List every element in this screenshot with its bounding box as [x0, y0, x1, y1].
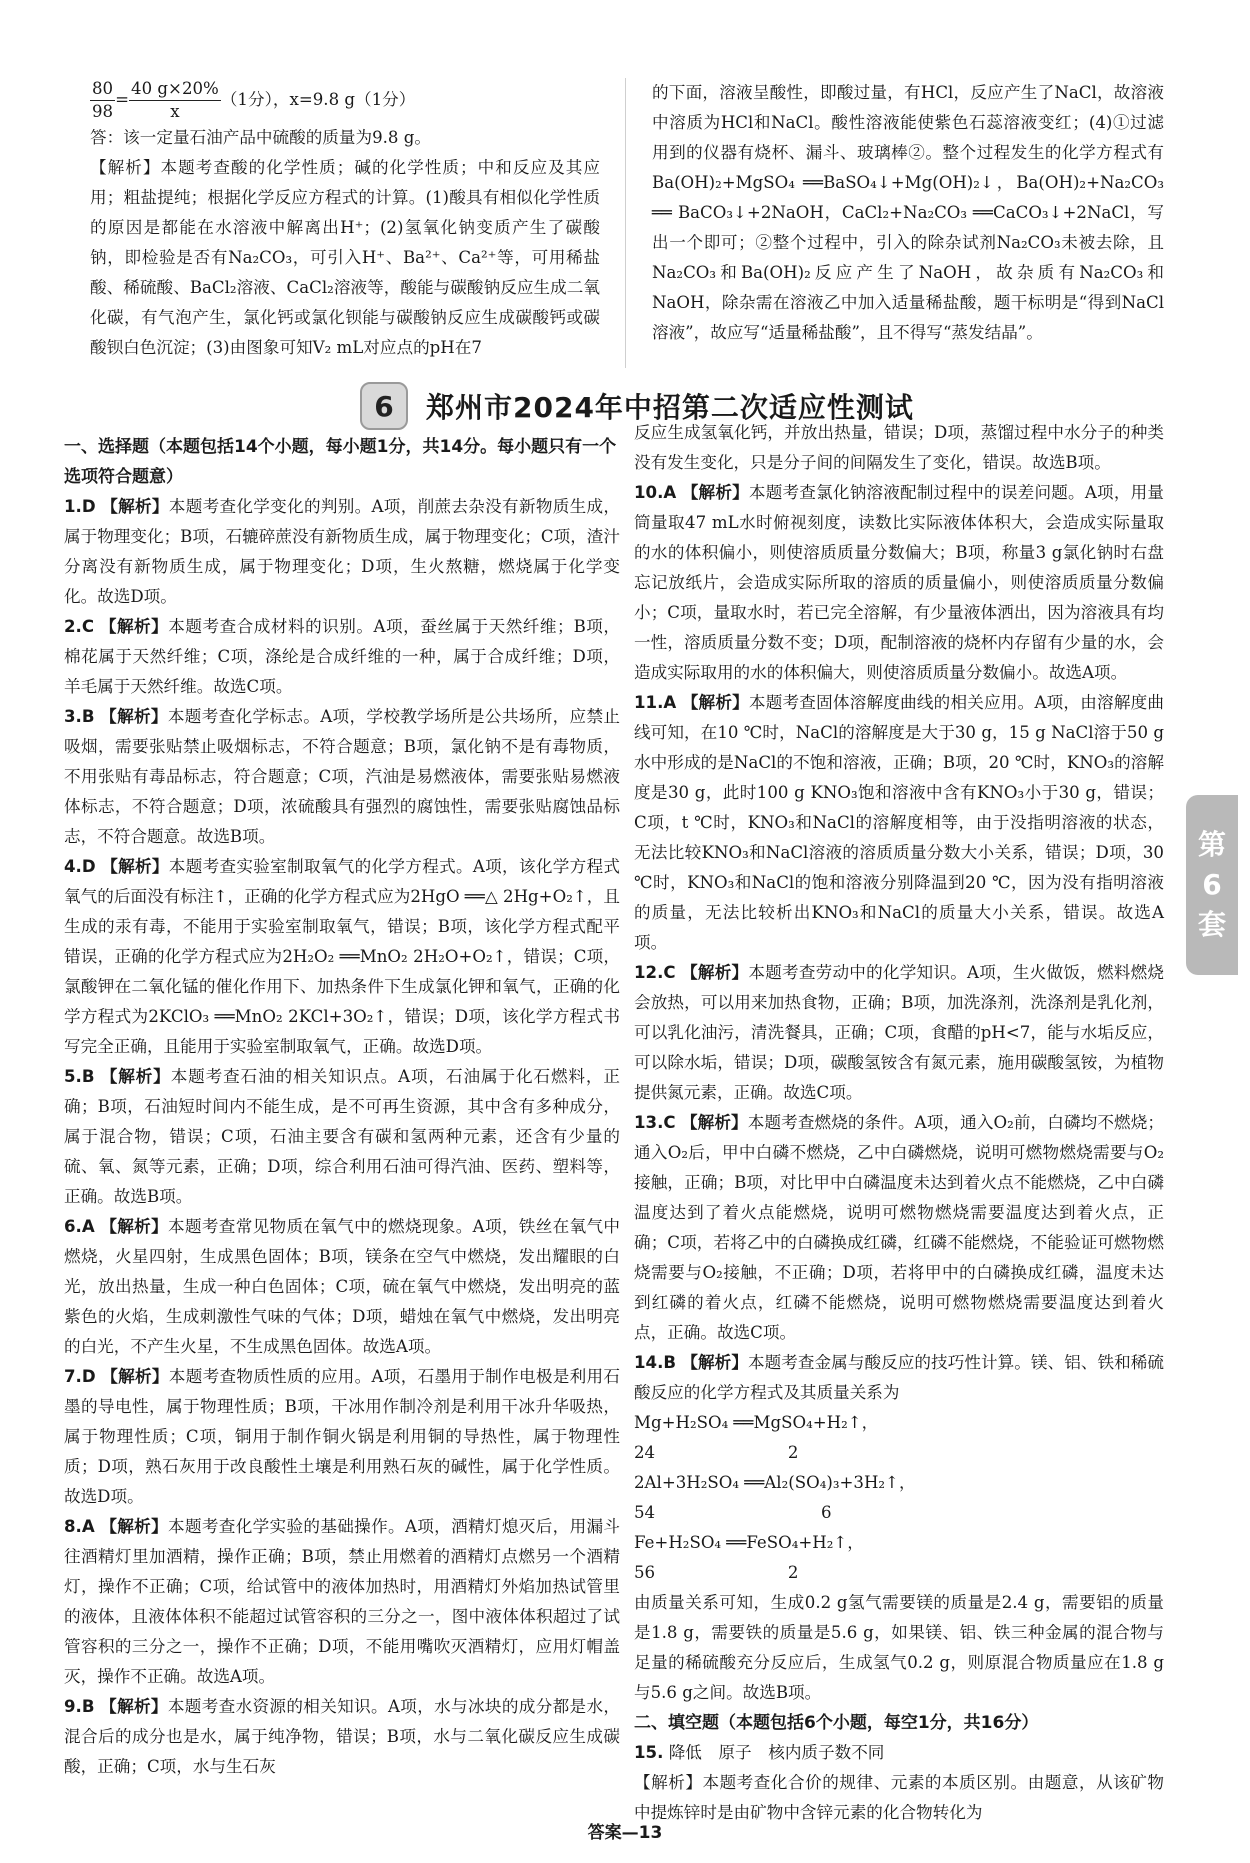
equation-line: 54 6: [634, 1503, 832, 1522]
analysis-text: 本题考查常见物质在氧气中的燃烧现象。A项，铁丝在氧气中燃烧，火星四射，生成黑色固体；B项，镁条在空气中燃烧，发出耀眼的白光，放出热量，生成一种白色固体；C项，硫在氧气中燃烧，发出明亮的蓝紫色的火焰，生成刺激性气味的气体；D项，蜡烛在氧气中燃烧，发出明亮的白光，不产生火星，不生成黑色固体。故选A项。: [64, 1217, 621, 1356]
analysis-tag: 【解析】: [681, 693, 749, 712]
question-number: 12.: [634, 963, 664, 982]
question-item: [64, 702, 620, 852]
answer-letter: A: [81, 1217, 95, 1236]
equation-line: 24 2: [634, 1443, 799, 1462]
question-number: 5.: [64, 1067, 82, 1086]
analysis-text: 本题考查实验室制取氧气的化学方程式。A项，该化学方程式氧气的后面没有标注↑，正确的化学方程式应为2HgO ══△ 2Hg+O₂↑，且生成的汞有毒，不能用于实验室制取氧气，错误；B项，该化学方程式配平错误，正确的化学方程式应为2H₂O₂ ══MnO₂ 2H₂O+O₂↑，错误；C项，氯酸钾在二氧化锰的催化作用下、加热条件下生成氯化钾和氧气，正确的化学方程式为2KClO₃ ══MnO₂ 2KCl+3O₂↑，错误；D项，该化学方程式书写完全正确，且能用于实验室制取氧气，正确。故选D项。: [64, 857, 621, 1056]
analysis-text: 本题考查燃烧的条件。A项，通入O₂前，白磷均不燃烧；通入O₂后，甲中白磷不燃烧，乙中白磷燃烧，说明可燃物燃烧需要与O₂接触，正确；B项，对比甲中白磷温度未达到着火点不能燃烧，乙中白磷温度达到了着火点能燃烧，说明可燃物燃烧需要温度达到着火点，正确；C项，若将乙中的白磷换成红磷，红磷不能燃烧，不能验证可燃物燃烧需要与O₂接触，不正确；D项，若将甲中的白磷换成红磷，温度未达到红磷的着火点，红磷不能燃烧，说明可燃物燃烧需要温度达到着火点，正确。故选C项。: [634, 1113, 1164, 1342]
left-column: [64, 432, 620, 1782]
equation-line: Fe+H₂SO₄ ══FeSO₄+H₂↑，: [634, 1533, 864, 1552]
answer-letter: A: [81, 1517, 95, 1536]
question-item: [634, 478, 1164, 688]
analysis-text: 本题考查劳动中的化学知识。A项，生火做饭，燃料燃烧会放热，可以用来加热食物，正确；B项，加洗涤剂，洗涤剂是乳化剂，可以乳化油污，清洗餐具，正确；C项，食醋的pH<7，能与水垢反应，可以除水垢，错误；D项，碳酸氢铵含有氮元素，施用碳酸氢铵，为植物提供氮元素，正确。故选C项。: [634, 963, 1164, 1102]
question-continuation: 由质量关系可知，生成0.2 g氢气需要镁的质量是2.4 g，需要铝的质量是1.8 g，需要铁的质量是5.6 g，如果镁、铝、铁三种金属的混合物与足量的稀硫酸充分反应后，生成氢气0.2 g，则原混合物质量应在1.8 g与5.6 g之间。故选B项。: [634, 1593, 1164, 1702]
analysis-text: 本题考查金属与酸反应的技巧性计算。镁、铝、铁和稀硫酸反应的化学方程式及其质量关系为: [634, 1353, 1165, 1402]
answer-letter: D: [81, 1367, 96, 1386]
equation-line: 56 2: [634, 1563, 799, 1582]
answer-letter: B: [81, 707, 95, 726]
question-continuation: 反应生成氢氧化钙，并放出热量，错误；D项，蒸馏过程中水分子的种类没有发生变化，只是分子间的间隔发生了变化，错误。故选B项。: [634, 423, 1164, 472]
test-title-text: 郑州市2024年中招第二次适应性测试: [426, 391, 914, 424]
analysis-tag: 【解析】: [99, 617, 169, 636]
analysis-paragraph: 【解析】本题考查化合价的规律、元素的本质区别。由题意，从该矿物中提炼锌时是由矿物中含锌元素的化合物转化为: [634, 1773, 1164, 1822]
question-number: 6.: [64, 1217, 82, 1236]
analysis-tag: 【解析】: [101, 1367, 169, 1386]
question-item: [64, 1362, 620, 1512]
answer-paragraph: 答：该一定量石油产品中硫酸的质量为9.8 g。: [90, 128, 431, 147]
question-item: 15. 降低 原子 核内质子数不同: [634, 1743, 885, 1762]
answer-letter: A: [663, 693, 677, 712]
column-divider: [625, 78, 626, 368]
analysis-paragraph: 的下面，溶液呈酸性，即酸过量，有HCl，反应产生了NaCl，故溶液中溶质为HCl和NaCl。酸性溶液能使紫色石蕊溶液变红；(4)①过滤用到的仪器有烧杯、漏斗、玻璃棒②。整个过程发生的化学方程式有Ba(OH)₂+MgSO₄ ══BaSO₄↓+Mg(OH)₂↓，Ba(OH)₂+Na₂CO₃ ══ BaCO₃↓+2NaOH，CaCl₂+Na₂CO₃ ══CaCO₃↓+2NaCl，写出一个即可；②整个过程中，引入的除杂试剂Na₂CO₃未被去除，且Na₂CO₃和Ba(OH)₂反应产生了NaOH，故杂质有Na₂CO₃和NaOH，除杂需在溶液乙中加入适量稀盐酸，题干标明是“得到NaCl溶液”，故应写“适量稀盐酸”，且不得写“蒸发结晶”。: [652, 83, 1164, 342]
question-item: [634, 958, 1164, 1108]
fraction: $\frac{80}{98}$: [92, 79, 114, 121]
question-list: [634, 478, 1164, 1408]
question-number: 4.: [64, 857, 82, 876]
answer-letter: D: [81, 857, 96, 876]
answer-letter: A: [663, 483, 677, 502]
analysis-tag: 【解析】: [100, 1217, 169, 1236]
equation-line: 2Al+3H₂SO₄ ══Al₂(SO₄)₃+3H₂↑，: [634, 1473, 916, 1492]
analysis-tag: 【解析】: [100, 707, 168, 726]
analysis-text: 本题考查氯化钠溶液配制过程中的误差问题。A项，用量筒量取47 mL水时俯视刻度，读数比实际液体体积大，会造成实际量取的水的体积偏小，则使溶质质量分数偏大；B项，称量3 g氯化钠时右盘忘记放纸片，会造成实际所取的溶质的质量偏小，则使溶质质量分数偏小；C项，量取水时，若已完全溶解，有少量液体洒出，因为溶液具有均一性，溶质质量分数不变；D项，配制溶液的烧杯内存留有少量的水，会造成实际取用的水的体积偏大，则使溶质质量分数偏小。故选A项。: [634, 483, 1165, 682]
top-left-column: [90, 78, 600, 363]
question-number: 14.: [634, 1353, 664, 1372]
question-number: 8.: [64, 1517, 82, 1536]
question-number: 1.: [64, 497, 82, 516]
equation-block: [634, 1408, 1164, 1588]
test-number-badge: 6: [360, 382, 408, 430]
analysis-text: 本题考查物质性质的应用。A项，石墨用于制作电极是利用石墨的导电性，属于物理性质；B项，干冰用作制冷剂是利用干冰升华吸热，属于物理性质；C项，铜用于制作铜火锅是利用铜的导热性，属于物理性质；D项，熟石灰用于改良酸性土壤是利用熟石灰的碱性，属于化学性质。故选D项。: [64, 1367, 621, 1506]
question-number: 13.: [634, 1113, 664, 1132]
question-item: [64, 1212, 620, 1362]
answer-letter: B: [663, 1353, 677, 1372]
analysis-tag: 【解析】: [101, 857, 169, 876]
analysis-tag: 【解析】: [681, 1353, 748, 1372]
answer-letter: C: [81, 617, 95, 636]
question-item: [64, 612, 620, 702]
fraction: $\frac{40 g\times 20\%}{x}$: [131, 79, 219, 121]
answer-letter: B: [81, 1067, 95, 1086]
question-item: [634, 1348, 1164, 1408]
question-number: 2.: [64, 617, 82, 636]
analysis-text: 本题考查化学标志。A项，学校教学场所是公共场所，应禁止吸烟，需要张贴禁止吸烟标志，不符合题意；B项，氯化钠不是有毒物质，不用张贴有毒品标志，符合题意；C项，汽油是易燃液体，需要张贴易燃液体标志，不符合题意；D项，浓硫酸具有强烈的腐蚀性，需要张贴腐蚀品标志，不符合题意。故选B项。: [64, 707, 621, 846]
answer-letter: D: [81, 497, 96, 516]
analysis-text: 本题考查水资源的相关知识。A项，水与冰块的成分都是水，混合后的成分也是水，属于纯净物，错误；B项，水与二氧化碳反应生成碳酸，正确；C项，水与生石灰: [64, 1697, 621, 1776]
question-item: [64, 852, 620, 1062]
answer-letter: B: [81, 1697, 95, 1716]
question-number: 10.: [634, 483, 664, 502]
top-right-column: [652, 78, 1164, 348]
question-item: [64, 1062, 620, 1212]
set-side-tab: 第 6 套: [1186, 795, 1238, 975]
question-item: [64, 492, 620, 612]
analysis-tag: 【解析】: [681, 963, 749, 982]
question-item: [634, 688, 1164, 958]
analysis-tag: 【解析】: [100, 1517, 169, 1536]
equation-line: Mg+H₂SO₄ ══MgSO₄+H₂↑，: [634, 1413, 879, 1432]
answer-letter: C: [663, 1113, 676, 1132]
analysis-tag: 【解析】: [681, 483, 749, 502]
question-number: 7.: [64, 1367, 82, 1386]
question-number: 9.: [64, 1697, 82, 1716]
analysis-tag: 【解析】: [100, 1067, 171, 1086]
page-number: 答案—13: [587, 1823, 663, 1843]
analysis-tag: 【解析】: [100, 1697, 168, 1716]
question-item: [64, 1512, 620, 1692]
section-heading: 一、选择题（本题包括14个小题，每小题1分，共14分。每小题只有一个选项符合题意）: [64, 437, 617, 487]
analysis-text: 本题考查化学实验的基础操作。A项，酒精灯熄灭后，用漏斗往酒精灯里加酒精，操作正确；B项，禁止用燃着的酒精灯点燃另一个酒精灯，操作不正确；C项，给试管中的液体加热时，用酒精灯外焰加热试管里的液体，且液体体积不能超过试管容积的三分之一，图中液体体积超过了试管容积的三分之一，操作不正确；D项，不能用嘴吹灭酒精灯，应用灯帽盖灭，操作不正确。故选A项。: [64, 1517, 621, 1686]
right-column: [634, 418, 1164, 1828]
analysis-tag: 【解析】: [680, 1113, 748, 1132]
question-number: 11.: [634, 693, 664, 712]
question-number: 3.: [64, 707, 82, 726]
question-list: [64, 492, 620, 1782]
analysis-text: 本题考查石油的相关知识点。A项，石油属于化石燃料，正确；B项，石油短时间内不能生成，是不可再生资源，其中含有多种成分，属于混合物，错误；C项，石油主要含有碳和氢两种元素，还含有少量的硫、氧、氮等元素，正确；D项，综合利用石油可得汽油、医药、塑料等，正确。故选B项。: [64, 1067, 621, 1206]
question-item: [64, 1692, 620, 1782]
analysis-text: 本题考查固体溶解度曲线的相关应用。A项，由溶解度曲线可知，在10 ℃时，NaCl的溶解度是大于30 g，15 g NaCl溶于50 g水中形成的是NaCl的不饱和溶液，正确；B项，20 ℃时，KNO₃的溶解度是30 g，此时100 g KNO₃饱和溶液中含有KNO₃小于30 g，错误；C项，t ℃时，KNO₃和NaCl的溶解度相等，由于没指明溶液的状态，无法比较KNO₃和NaCl溶液的溶质质量分数大小关系，错误；D项，30 ℃时，KNO₃和NaCl的饱和溶液分别降温到20 ℃，因为没有指明溶液的质量，无法比较析出KNO₃和NaCl的质量大小关系，错误。故选A项。: [634, 693, 1165, 952]
analysis-tag: 【解析】: [101, 497, 169, 516]
section-heading: 二、填空题（本题包括6个小题，每空1分，共16分）: [634, 1713, 1039, 1733]
question-item: [634, 1108, 1164, 1348]
analysis-text: 本题考查合成材料的识别。A项，蚕丝属于天然纤维；B项，棉花属于天然纤维；C项，涤纶是合成纤维的一种，属于合成纤维；D项，羊毛属于天然纤维。故选C项。: [64, 617, 621, 696]
formula-line: $\frac{80}{98}$ = $\frac{40 g\times 20\%}{x}$ （1分），x=9.8 g（1分）: [92, 79, 416, 121]
answer-letter: C: [663, 963, 676, 982]
analysis-paragraph: 【解析】本题考查酸的化学性质；碱的化学性质；中和反应及其应用；粗盐提纯；根据化学反应方程式的计算。(1)酸具有相似化学性质的原因是都能在水溶液中解离出H⁺；(2)氢氧化钠变质产生了碳酸钠，即检验是否有Na₂CO₃，可引入H⁺、Ba²⁺、Ca²⁺等，可用稀盐酸、稀硫酸、BaCl₂溶液、CaCl₂溶液等，酸能与碳酸钠反应生成二氧化碳，有气泡产生，氯化钙或氯化钡能与碳酸钠反应生成碳酸钙或碳酸钡白色沉淀；(3)由图象可知V₂ mL对应点的pH在7: [90, 158, 600, 357]
analysis-text: 本题考查化学变化的判别。A项，削蔗去杂没有新物质生成，属于物理变化；B项，石辘碎蔗没有新物质生成，属于物理变化；C项，渣汁分离没有新物质生成，属于物理变化；D项，生火熬糖，燃烧属于化学变化。故选D项。: [64, 497, 621, 606]
